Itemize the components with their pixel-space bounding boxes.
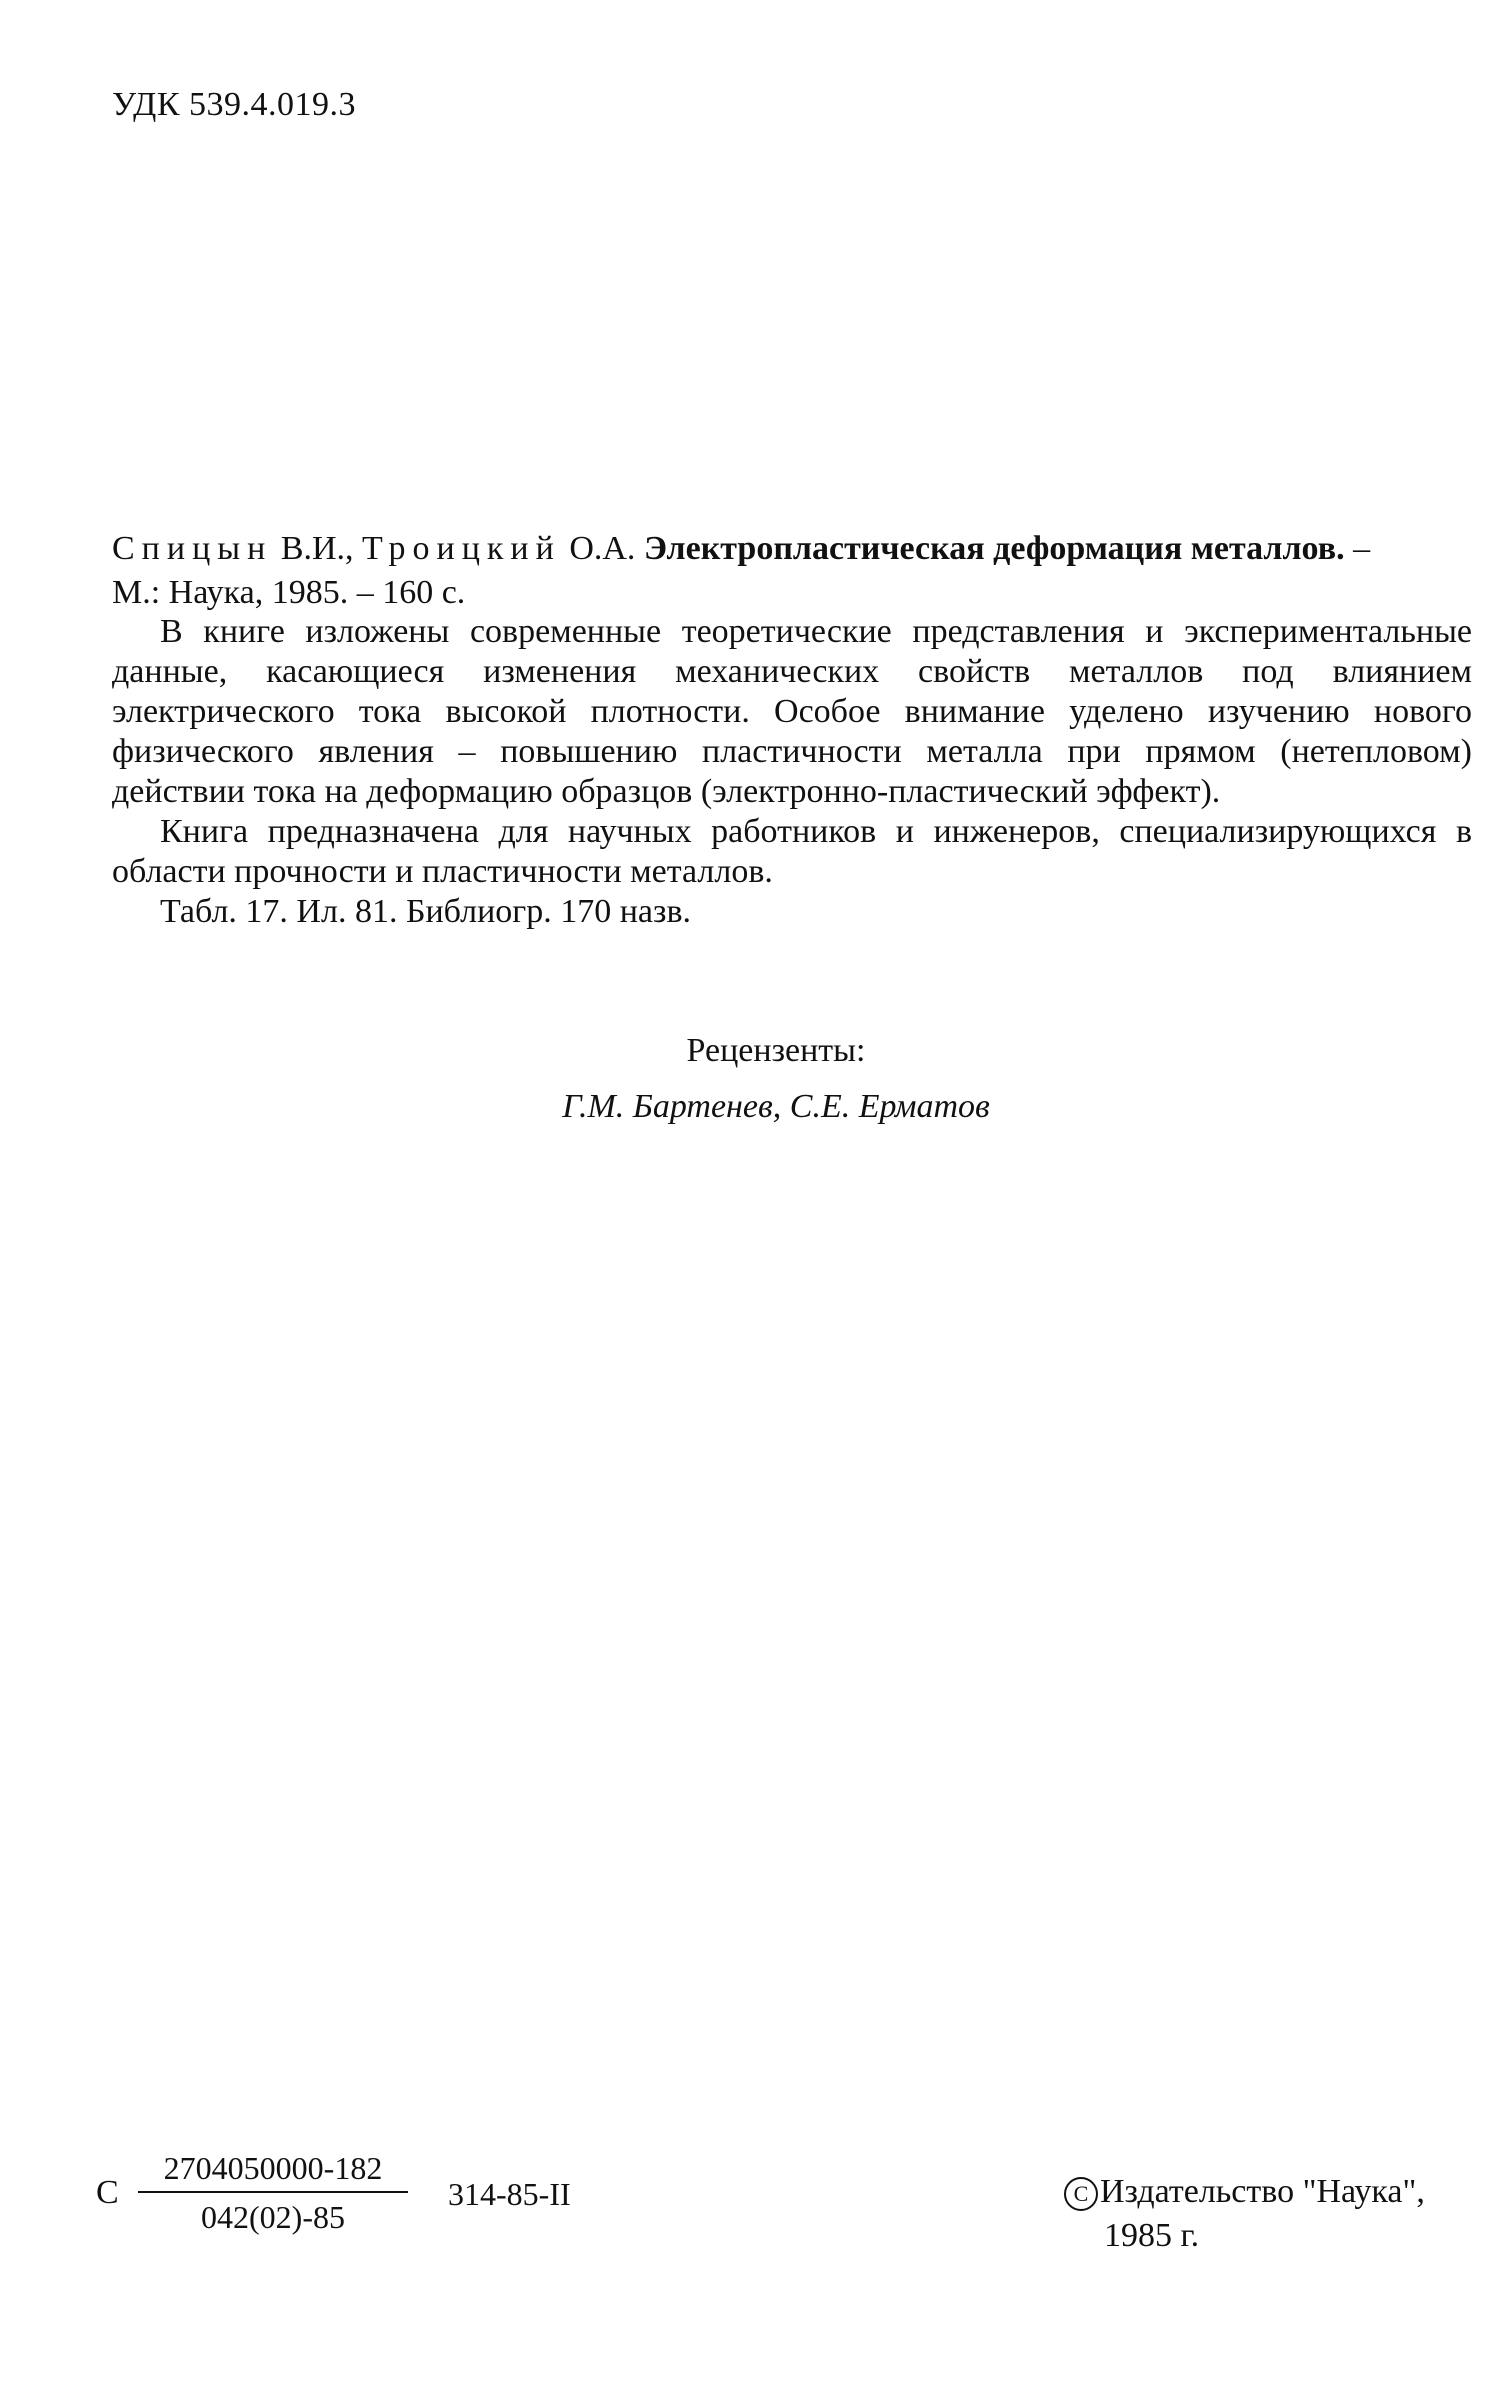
- bibliographic-record: [112, 527, 1472, 615]
- reviewers-label: Рецензенты:: [686, 1032, 866, 1069]
- udk-code: УДК 539.4.019.3: [112, 86, 357, 123]
- code-numerator: 2704050000-182: [163, 2150, 383, 2186]
- copyright-icon: C: [1064, 2177, 1098, 2211]
- copyright-year: 1985 г.: [1104, 2217, 1200, 2254]
- annotation-paragraph: В книге изложены современные теоретические представления и экспериментальные данные, касающиеся изменения механических свойств металлов под влиянием электрического тока высокой плотности. Особое внимание уделено изучению нового физического явления – повышению пластичности металла при прямом (нетепловом) действии тока на деформацию образцов (электронно-пластический эффект).: [112, 613, 1472, 810]
- imprint: М.: Наука, 1985. – 160 с.: [112, 574, 466, 611]
- code-tail: 314-85-II: [448, 2176, 571, 2212]
- code-denominator: 042(02)-85: [201, 2199, 345, 2235]
- reviewers-names: Г.М. Бартенев, С.Е. Ерматов: [562, 1088, 990, 1125]
- book-title: Электропластическая деформация металлов.: [643, 530, 1345, 567]
- annotation-stats: Табл. 17. Ил. 81. Библиогр. 170 назв.: [160, 893, 692, 930]
- annotation-paragraph: Книга предназначена для научных работников и инженеров, специализирующихся в области прочности и пластичности металлов.: [112, 813, 1472, 890]
- fraction-bar: [138, 2191, 408, 2193]
- author2-surname: Троицкий: [362, 530, 561, 567]
- author2-initials: О.А.: [560, 530, 644, 567]
- title-dash: –: [1344, 530, 1371, 567]
- copyright-publisher: Издательство "Наука",: [1100, 2173, 1425, 2210]
- code-letter: С: [96, 2174, 119, 2211]
- copyright-notice: [1064, 2170, 1425, 2258]
- author1-surname: Спицын: [112, 530, 273, 567]
- author1-initials: В.И.,: [272, 530, 363, 567]
- annotation: [112, 612, 1472, 932]
- publication-code-fraction: [138, 2150, 408, 2236]
